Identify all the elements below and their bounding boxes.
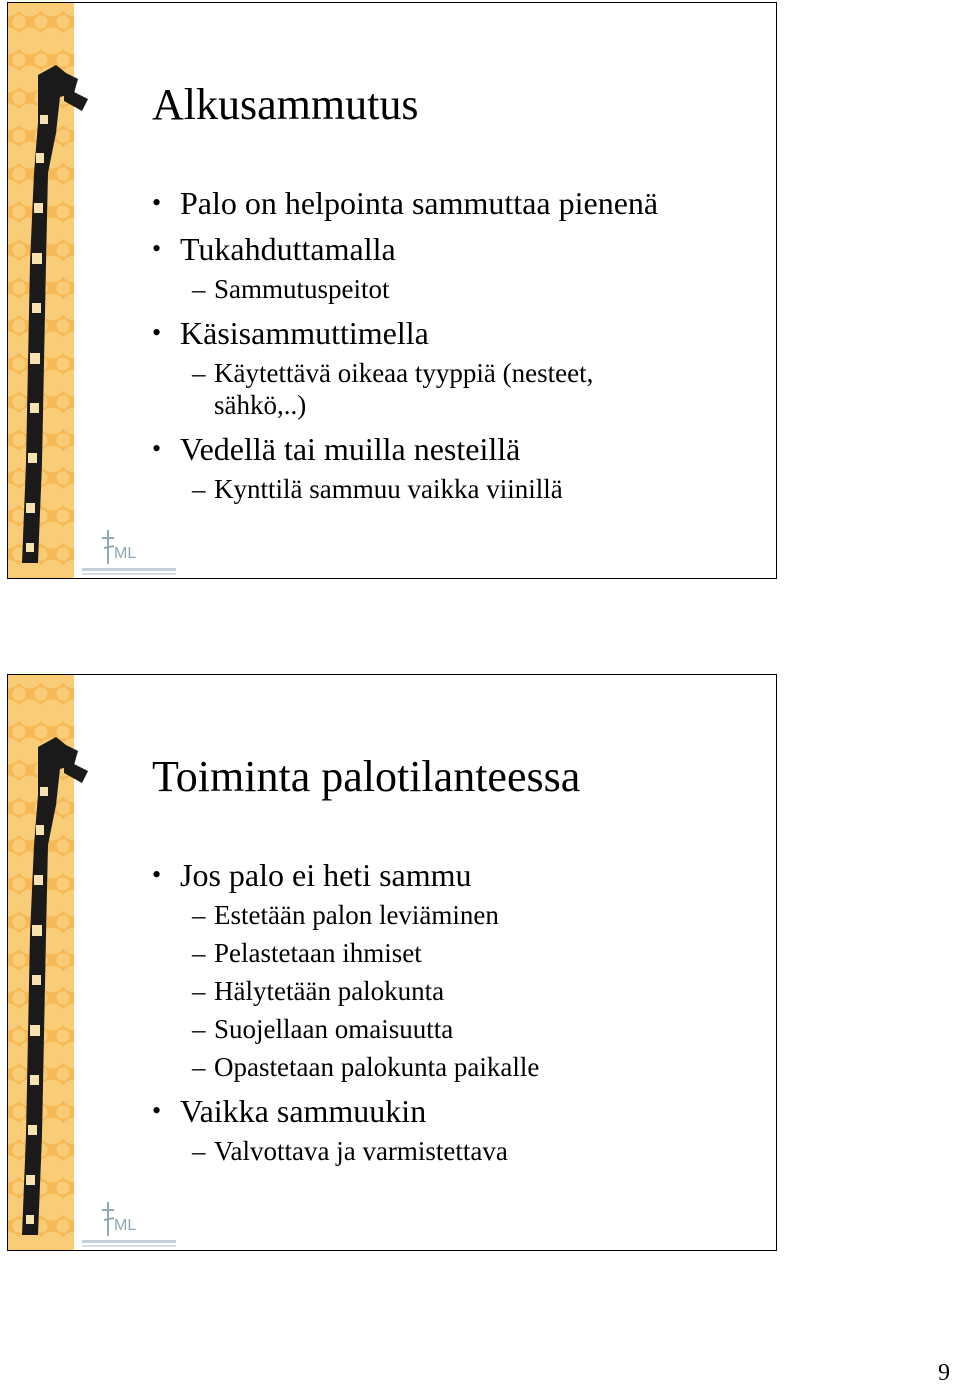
bullet-text: Palo on helpointa sammuttaa pienenä [180, 185, 659, 221]
bullet-text: Hälytetään palokunta [214, 976, 445, 1006]
bullet-text: Jos palo ei heti sammu [180, 857, 472, 893]
bullet-text: Estetään palon leviäminen [214, 900, 499, 930]
bullet-list [152, 847, 539, 1167]
dash-marker: – [192, 976, 206, 1006]
page-number: 9 [938, 1360, 950, 1386]
dash-marker: – [192, 938, 206, 968]
bullet-item [152, 1093, 539, 1129]
tml-logo-icon [80, 528, 180, 578]
bullet-item [152, 431, 658, 467]
sub-bullet-item [152, 389, 658, 421]
sub-bullet-item [152, 273, 658, 305]
bullet-text: Valvottava ja varmistettava [214, 1136, 508, 1166]
sub-bullet-item [152, 1013, 539, 1045]
bullet-item [152, 231, 658, 267]
svg-text:ML: ML [114, 545, 137, 562]
dash-marker: – [192, 1014, 206, 1044]
bullet-text: Opastetaan palokunta paikalle [214, 1052, 540, 1082]
sub-bullet-item [152, 1135, 539, 1167]
bullet-text: Tukahduttamalla [180, 231, 396, 267]
sub-bullet-item [152, 975, 539, 1007]
bullet-text: Vedellä tai muilla nesteillä [180, 431, 521, 467]
bullet-text: Kynttilä sammuu vaikka viinillä [214, 474, 563, 504]
dash-marker: – [192, 474, 206, 504]
svg-text:ML: ML [114, 1217, 137, 1234]
dash-marker: – [192, 274, 206, 304]
bullet-text: Vaikka sammuukin [180, 1093, 427, 1129]
sub-bullet-item [152, 473, 658, 505]
bullet-list [152, 175, 658, 505]
bullet-item [152, 315, 658, 351]
bullet-text: Käsisammuttimella [180, 315, 429, 351]
dash-marker: – [192, 900, 206, 930]
slide-alkusammutus [7, 2, 777, 579]
bullet-item [152, 857, 539, 893]
dash-marker: – [192, 358, 206, 388]
slide-title: Toiminta palotilanteessa [152, 752, 581, 801]
bullet-text: sähkö,..) [214, 390, 307, 420]
dash-marker: – [192, 1136, 206, 1166]
sub-bullet-item [152, 937, 539, 969]
bullet-text: Pelastetaan ihmiset [214, 938, 422, 968]
bullet-text: Käytettävä oikeaa tyyppiä (nesteet, [214, 358, 594, 388]
giraffe-icon [8, 3, 88, 579]
bullet-text: Sammutuspeitot [214, 274, 390, 304]
slide-toiminta-palotilanteessa [7, 674, 777, 1251]
giraffe-icon [8, 675, 88, 1251]
sub-bullet-item [152, 357, 658, 389]
bullet-item [152, 185, 658, 221]
slide-title: Alkusammutus [152, 80, 419, 129]
sub-bullet-item [152, 899, 539, 931]
sub-bullet-item [152, 1051, 539, 1083]
tml-logo-icon [80, 1200, 180, 1250]
dash-marker: – [192, 1052, 206, 1082]
bullet-text: Suojellaan omaisuutta [214, 1014, 454, 1044]
